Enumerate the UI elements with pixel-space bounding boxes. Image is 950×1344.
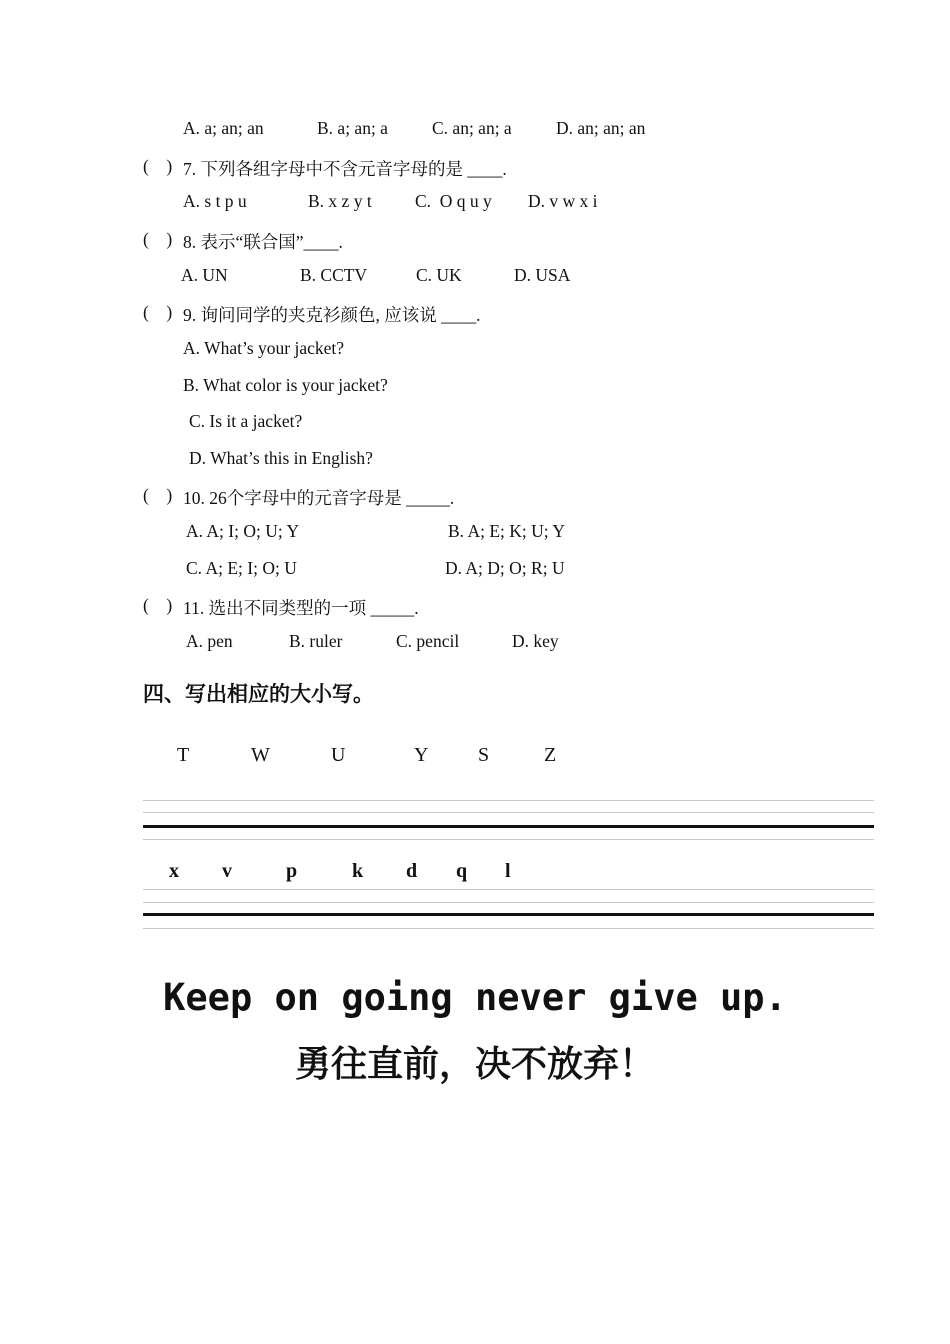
writing-baseline: [143, 913, 874, 916]
answer-bracket[interactable]: ( ): [143, 485, 173, 505]
lowercase-letter: p: [286, 860, 298, 882]
q7-option-d: D. v w x i: [528, 191, 598, 211]
uppercase-letter: U: [331, 744, 346, 766]
q9-option-a: A. What’s your jacket?: [183, 338, 345, 358]
lowercase-letter: x: [169, 860, 179, 882]
question-text: 11. 选出不同类型的一项 _____.: [183, 598, 419, 618]
lowercase-letter: q: [456, 860, 468, 882]
q6-option-a: A. a; an; an: [183, 118, 264, 138]
q8-option-b: B. CCTV: [300, 265, 368, 285]
uppercase-letter: Y: [414, 744, 429, 766]
answer-bracket[interactable]: ( ): [143, 229, 173, 249]
motto-chinese: 勇往直前，决不放弃！: [294, 1043, 655, 1085]
q10-option-b: B. A; E; K; U; Y: [448, 521, 565, 541]
section-4-title: 四、写出相应的大小写。: [143, 682, 374, 706]
q6-option-c: C. an; an; a: [432, 118, 512, 138]
q9-option-d: D. What’s this in English?: [189, 448, 373, 468]
writing-baseline: [143, 825, 874, 828]
writing-line: [143, 839, 874, 840]
motto-english: Keep on going never give up.: [163, 976, 787, 1019]
q6-option-d: D. an; an; an: [556, 118, 646, 138]
q11-option-b: B. ruler: [289, 631, 343, 651]
writing-line: [143, 800, 874, 801]
q11-option-d: D. key: [512, 631, 559, 651]
question-text: 9. 询问同学的夹克衫颜色, 应该说 ____.: [183, 305, 481, 325]
q6-option-b: B. a; an; a: [317, 118, 388, 138]
writing-line: [143, 928, 874, 929]
lowercase-letter: d: [406, 860, 418, 882]
uppercase-letter: T: [177, 744, 190, 766]
q8-option-c: C. UK: [416, 265, 462, 285]
answer-bracket[interactable]: ( ): [143, 595, 173, 615]
q7-option-a: A. s t p u: [183, 191, 247, 211]
answer-bracket[interactable]: ( ): [143, 156, 173, 176]
q11-option-c: C. pencil: [396, 631, 460, 651]
q9-option-c: C. Is it a jacket?: [189, 411, 303, 431]
answer-bracket[interactable]: ( ): [143, 302, 173, 322]
q7-option-b: B. x z y t: [308, 191, 372, 211]
q8-option-d: D. USA: [514, 265, 571, 285]
writing-line: [143, 889, 874, 890]
uppercase-letter: W: [251, 744, 270, 766]
lowercase-letter: k: [352, 860, 364, 882]
q8-option-a: A. UN: [181, 265, 228, 285]
question-text: 10. 26个字母中的元音字母是 _____.: [183, 488, 455, 508]
uppercase-letter: S: [478, 744, 490, 766]
q10-option-c: C. A; E; I; O; U: [186, 558, 297, 578]
q10-option-d: D. A; D; O; R; U: [445, 558, 565, 578]
lowercase-letter: l: [505, 860, 511, 882]
lowercase-letter: v: [222, 860, 232, 882]
q9-option-b: B. What color is your jacket?: [183, 375, 388, 395]
writing-line: [143, 902, 874, 903]
writing-line: [143, 812, 874, 813]
question-text: 8. 表示“联合国”____.: [183, 232, 343, 252]
q10-option-a: A. A; I; O; U; Y: [186, 521, 300, 541]
q7-option-c: C. O q u y: [415, 191, 492, 211]
q11-option-a: A. pen: [186, 631, 233, 651]
question-text: 7. 下列各组字母中不含元音字母的是 ____.: [183, 159, 507, 179]
uppercase-letter: Z: [544, 744, 557, 766]
